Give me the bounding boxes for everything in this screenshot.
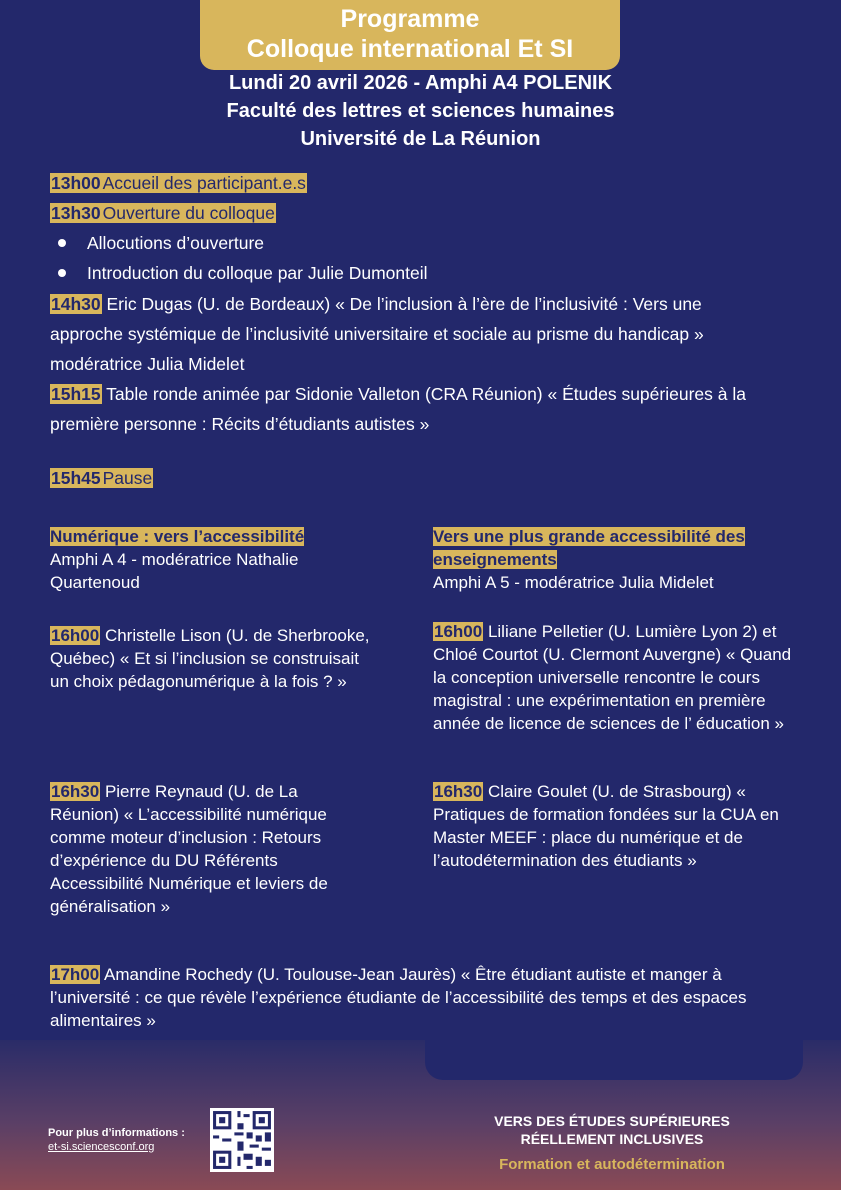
- date-place: Lundi 20 avril 2026 - Amphi A4 POLENIK: [228, 72, 613, 94]
- info-link[interactable]: et-si.sciencesconf.org: [48, 1141, 155, 1153]
- time-badge: 13h00: [51, 173, 101, 193]
- session-title: Numérique : vers l’accessibilité: [50, 527, 305, 546]
- info-label: Pour plus d’informations :: [48, 1127, 185, 1139]
- tagline-line-2: RÉELLEMENT INCLUSIVES: [520, 1131, 704, 1147]
- bullet-item: Allocutions d’ouverture: [87, 233, 265, 253]
- info-block: [48, 1126, 185, 1154]
- right-session: [433, 525, 803, 594]
- content-panel-bottom: [425, 1040, 803, 1080]
- talk-text: Claire Goulet (U. de Strasbourg) « Pratiques de formation fondées sur la CUA en Master MEEF : place du numérique et de l’autodétermination des étudiants »: [433, 782, 779, 870]
- time-badge: 17h00: [51, 965, 100, 984]
- footer-tagline: [470, 1112, 754, 1173]
- time-badge: 15h45: [51, 468, 101, 488]
- time-badge: 14h30: [51, 294, 101, 314]
- title-line-2: Colloque international Et SI: [246, 35, 574, 63]
- schedule-item-1330: [50, 198, 276, 228]
- time-badge: 16h30: [434, 782, 483, 801]
- session-title: Vers une plus grande accessibilité des enseignements: [433, 527, 745, 569]
- bullet-icon: [58, 239, 66, 247]
- talk-text: Christelle Lison (U. de Sherbrooke, Québec) « Et si l’inclusion se construisait un choix pédagonumérique à la fois ? »: [50, 626, 370, 691]
- bullet-item: Introduction du colloque par Julie Dumonteil: [87, 263, 428, 283]
- left-talk-1600: [50, 624, 370, 693]
- bullet-icon: [58, 269, 66, 277]
- talk-text: Liliane Pelletier (U. Lumière Lyon 2) et Chloé Courtot (U. Clermont Auvergne) « Quand la conception universelle rencontre le cours magistral : une expérimentation en première année de licence de sciences de l’ éducation »: [433, 622, 792, 733]
- schedule-item-1300: [50, 168, 307, 198]
- time-badge: 16h00: [434, 622, 483, 641]
- item-text-cont: approche systémique de l’inclusivité universitaire et sociale au prisme du handicap »: [50, 324, 704, 344]
- tagline-line-3: Formation et autodétermination: [499, 1156, 725, 1173]
- time-badge: 16h30: [51, 782, 100, 801]
- schedule-item-1515: [50, 379, 746, 409]
- item-text: Eric Dugas (U. de Bordeaux) « De l’inclusion à l’ère de l’inclusivité : Vers une: [106, 294, 702, 314]
- item-text: Pause: [102, 468, 153, 488]
- session-room: Amphi A 5 - modératrice Julia Midelet: [433, 573, 714, 592]
- schedule-item-1545: [50, 463, 153, 493]
- item-text-cont: modératrice Julia Midelet: [50, 354, 245, 374]
- title-banner: [200, 0, 620, 70]
- left-talk-1630: [50, 780, 370, 918]
- item-text-cont: première personne : Récits d’étudiants autistes »: [50, 414, 430, 434]
- tagline-line-1: VERS DES ÉTUDES SUPÉRIEURES: [494, 1113, 730, 1129]
- university: Université de La Réunion: [300, 128, 541, 150]
- closing-talk-1700: [50, 963, 795, 1032]
- time-badge: 13h30: [51, 203, 101, 223]
- faculty: Faculté des lettres et sciences humaines: [226, 100, 615, 122]
- session-room: Amphi A 4 - modératrice Nathalie Quartenoud: [50, 550, 299, 592]
- right-talk-1600: [433, 620, 793, 735]
- schedule-item-1430: [50, 289, 702, 319]
- item-text: Table ronde animée par Sidonie Valleton (CRA Réunion) « Études supérieures à la: [106, 384, 746, 404]
- title-line-1: Programme: [340, 5, 480, 33]
- left-session: [50, 525, 370, 594]
- talk-text: Pierre Reynaud (U. de La Réunion) « L’accessibilité numérique comme moteur d’inclusion : Retours d’expérience du DU Référents Accessibilité Numérique et leviers de généralisation »: [50, 782, 328, 916]
- talk-text: Amandine Rochedy (U. Toulouse-Jean Jaurès) « Être étudiant autiste et manger à l’université : ce que révèle l’expérience étudiante de l’accessibilité des temps et des espaces alimentaires »: [50, 965, 747, 1030]
- time-badge: 16h00: [51, 626, 100, 645]
- item-text: Accueil des participant.e.s: [102, 173, 306, 193]
- qr-code-icon: [210, 1108, 274, 1172]
- item-text: Ouverture du colloque: [102, 203, 275, 223]
- right-talk-1630: [433, 780, 803, 872]
- time-badge: 15h15: [51, 384, 101, 404]
